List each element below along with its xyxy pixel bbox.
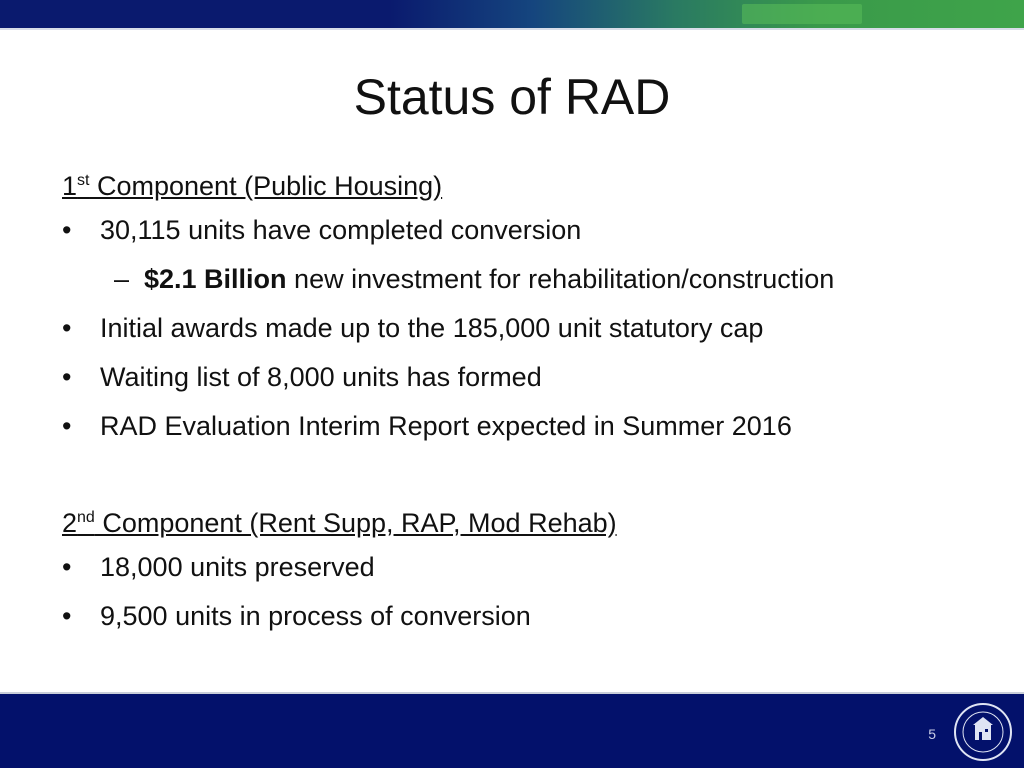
investment-amount: $2.1 Billion	[144, 264, 287, 294]
bullet-icon: •	[62, 552, 72, 582]
component-2-heading	[62, 502, 982, 546]
component-1-heading	[62, 165, 982, 209]
list-item-text: 30,115 units have completed conversion	[100, 215, 582, 245]
bullet-icon: •	[62, 215, 72, 245]
list-item-text: RAD Evaluation Interim Report expected in Summer 2016	[100, 411, 792, 441]
dash-icon: –	[114, 264, 130, 294]
list-item	[62, 209, 982, 258]
component-1-ordinal-suffix: st	[77, 172, 90, 189]
bullet-icon: •	[62, 362, 72, 392]
top-banner	[0, 0, 1024, 28]
list-item-text: Waiting list of 8,000 units has formed	[100, 362, 542, 392]
component-2-ordinal-suffix: nd	[77, 509, 95, 526]
hud-seal-icon	[953, 702, 1013, 762]
list-item	[62, 546, 982, 595]
component-1-heading-text: Component (Public Housing)	[89, 171, 443, 201]
list-item-text: 9,500 units in process of conversion	[100, 601, 531, 631]
sub-list-item	[62, 258, 982, 307]
banner-logo-mark	[742, 4, 862, 24]
page-number: 5	[928, 726, 936, 742]
list-item-text: 18,000 units preserved	[100, 552, 375, 582]
section-spacer	[62, 454, 982, 502]
component-2-ordinal: 2	[62, 508, 78, 538]
bullet-icon: •	[62, 411, 72, 441]
list-item-text: Initial awards made up to the 185,000 unit statutory cap	[100, 313, 764, 343]
component-1-ordinal: 1	[62, 171, 78, 201]
component-2-heading-text: Component (Rent Supp, RAP, Mod Rehab)	[94, 508, 617, 538]
list-item	[62, 405, 982, 454]
list-item	[62, 356, 982, 405]
bullet-icon: •	[62, 313, 72, 343]
slide-title: Status of RAD	[353, 69, 671, 125]
list-item	[62, 595, 982, 644]
slide-body	[62, 165, 982, 644]
top-divider	[0, 28, 1024, 30]
list-item	[62, 307, 982, 356]
sub-list-item-text: new investment for rehabilitation/construction	[286, 264, 835, 294]
footer-band	[0, 694, 1024, 768]
bullet-icon: •	[62, 601, 72, 631]
